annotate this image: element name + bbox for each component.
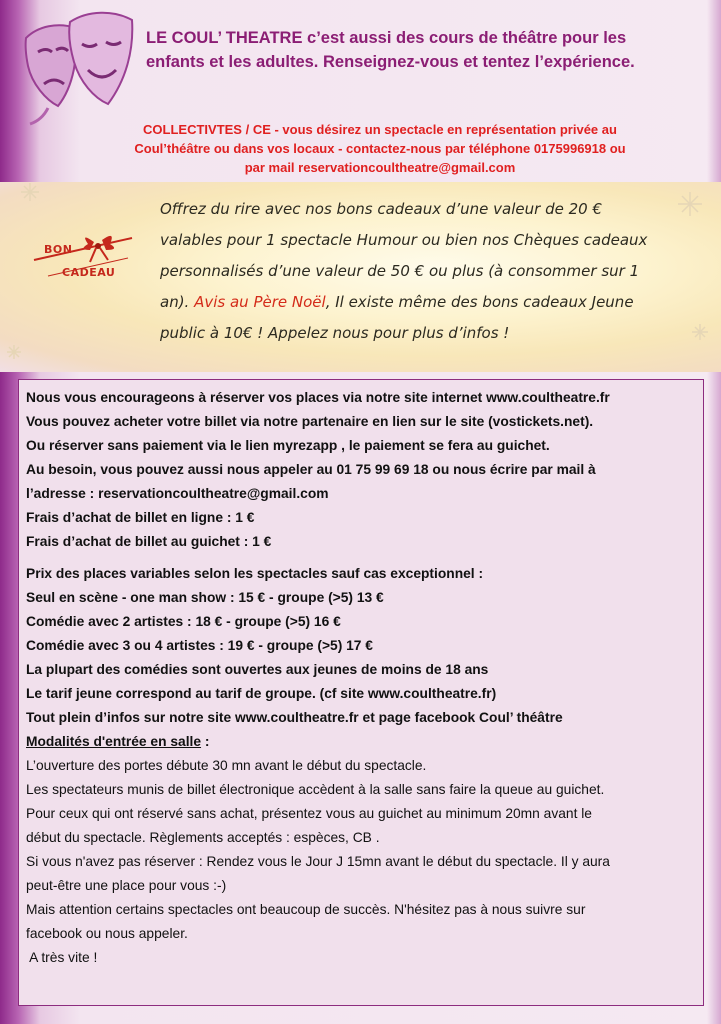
price-line: La plupart des comédies sont ouvertes aux jeunes de moins de 18 ans (26, 662, 489, 677)
modalites-line: Pour ceux qui ont réservé sans achat, présentez vous au guichet au minimum 20mn avant le (26, 806, 592, 821)
modalites-suffix: : (201, 734, 210, 749)
modalites-heading (26, 730, 698, 754)
info-line: Frais d’achat de billet au guichet : 1 € (26, 534, 272, 549)
modalites-line: Les spectateurs munis de billet électronique accèdent à la salle sans faire la queue au guichet. (26, 782, 605, 797)
bon-label: BON (44, 243, 73, 256)
collectivites-line: par mail reservationcoultheatre@gmail.com (244, 160, 516, 175)
right-edge-gradient (707, 0, 721, 1024)
info-line: Nous vous encourageons à réserver vos places via notre site internet www.coultheatre.fr (26, 390, 610, 405)
offer-line: Offrez du rire avec nos bons cadeaux d’une valeur de 20 € (160, 200, 602, 218)
modalites-line: Si vous n'avez pas réserver : Rendez vous le Jour J 15mn avant le début du spectacle. Il y aura (26, 854, 610, 869)
offer-line: public à 10€ ! Appelez nous pour plus d’infos ! (160, 324, 510, 342)
modalites-line: début du spectacle. Règlements acceptés : espèces, CB . (26, 830, 380, 845)
price-line: Seul en scène - one man show : 15 € - groupe (>5) 13 € (26, 590, 384, 605)
collectivites-notice (60, 120, 700, 177)
price-line: Comédie avec 2 artistes : 18 € - groupe (>5) 16 € (26, 614, 341, 629)
intro-line: enfants et les adultes. Renseignez-vous et tentez l’expérience. (146, 53, 635, 71)
pere-noel-highlight: Avis au Père Noël (194, 293, 326, 311)
intro-line: LE COUL’ THEATRE c’est aussi des cours de théâtre pour les (146, 29, 627, 47)
offer-line: personnalisés d’une valeur de 50 € ou plus (à consommer sur 1 (160, 262, 640, 280)
gift-offer-text (160, 194, 708, 349)
spacer (26, 554, 698, 562)
offer-line-start: an). (160, 293, 195, 311)
modalites-line: Mais attention certains spectacles ont beaucoup de succès. N'hésitez pas à nous suivre sur (26, 902, 586, 917)
info-line: Frais d’achat de billet en ligne : 1 € (26, 510, 255, 525)
offer-line-end: , Il existe même des bons cadeaux Jeune (325, 293, 634, 311)
offer-line (160, 287, 708, 318)
info-line: l’adresse : reservationcoultheatre@gmail.com (26, 486, 329, 501)
modalites-title: Modalités d'entrée en salle (26, 734, 202, 749)
price-line: Prix des places variables selon les spectacles sauf cas exceptionnel : (26, 566, 484, 581)
info-line: Au besoin, vous pouvez aussi nous appeler au 01 75 99 69 18 ou nous écrire par mail à (26, 462, 596, 477)
modalites-line: L’ouverture des portes débute 30 mn avant le début du spectacle. (26, 758, 427, 773)
info-content (26, 386, 698, 970)
closing-line: A très vite ! (26, 950, 98, 965)
collectivites-line: COLLECTIVTES / CE - vous désirez un spectacle en représentation privée au (143, 122, 617, 137)
offer-line: valables pour 1 spectacle Humour ou bien nos Chèques cadeaux (160, 231, 648, 249)
price-line: Comédie avec 3 ou 4 artistes : 19 € - groupe (>5) 17 € (26, 638, 373, 653)
intro-text (146, 26, 706, 74)
modalites-line: facebook ou nous appeler. (26, 926, 188, 941)
gift-ribbon-icon (28, 230, 138, 290)
modalites-line: peut-être une place pour vous :-) (26, 878, 227, 893)
theatre-masks-icon (18, 8, 138, 130)
collectivites-line: Coul’théâtre ou dans vos locaux - contactez-nous par téléphone 0175996918 ou (134, 141, 626, 156)
cadeau-label: CADEAU (62, 266, 116, 279)
price-line: Le tarif jeune correspond au tarif de groupe. (cf site www.coultheatre.fr) (26, 686, 497, 701)
price-line: Tout plein d’infos sur notre site www.coultheatre.fr et page facebook Coul’ théâtre (26, 710, 563, 725)
info-line: Ou réserver sans paiement via le lien myrezapp , le paiement se fera au guichet. (26, 438, 550, 453)
info-line: Vous pouvez acheter votre billet via notre partenaire en lien sur le site (vostickets.net). (26, 414, 594, 429)
